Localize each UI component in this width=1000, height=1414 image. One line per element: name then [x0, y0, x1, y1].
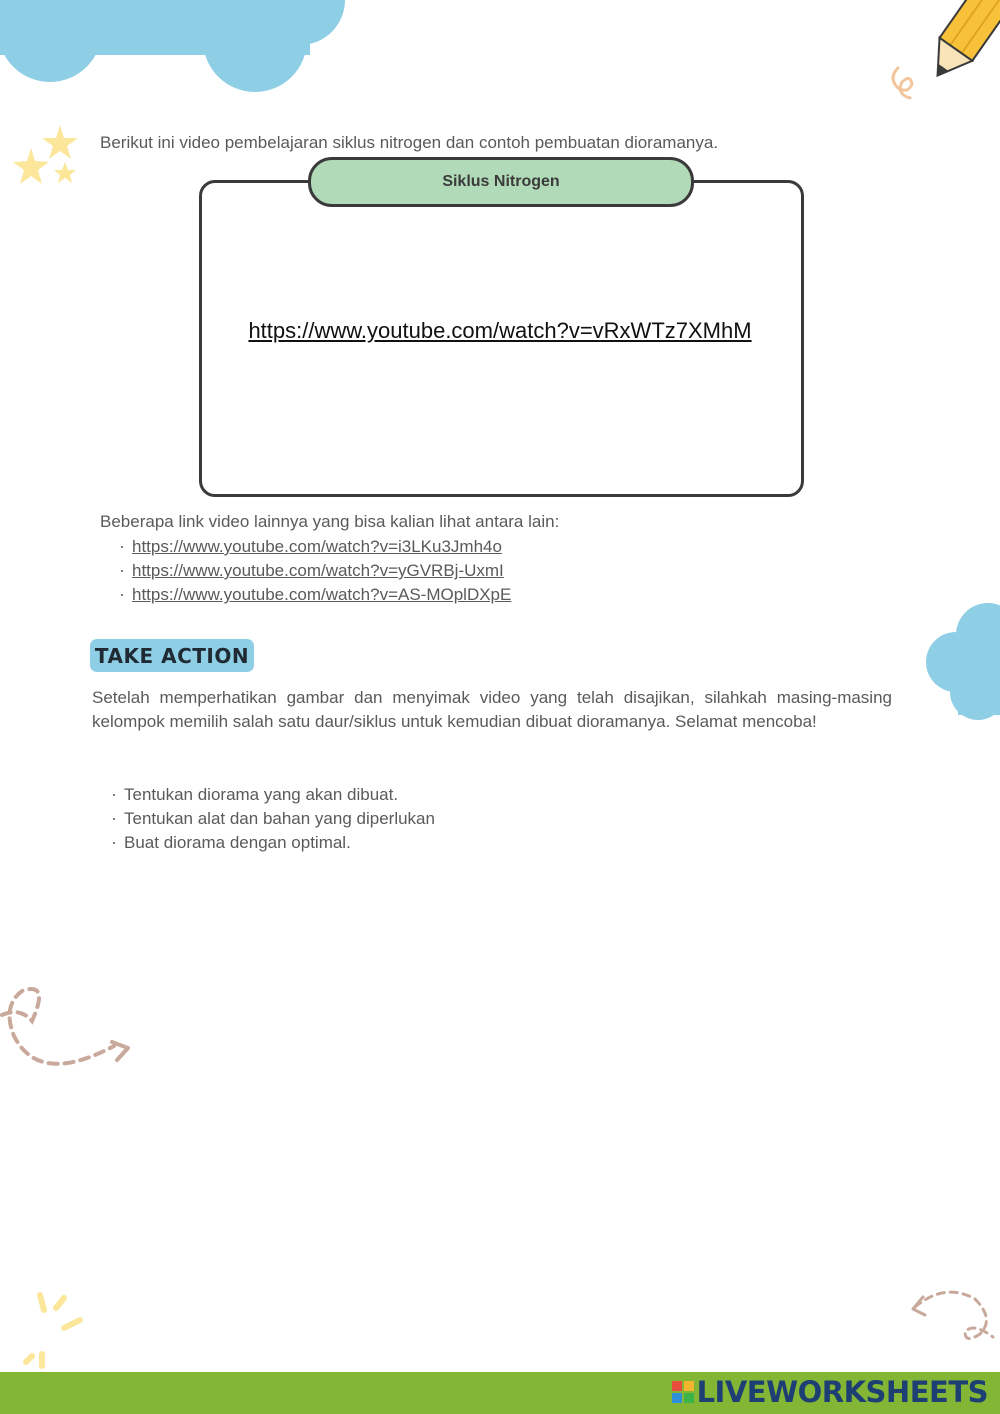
dashed-arrow-right-decoration [905, 1285, 1000, 1355]
dashed-arrow-left-decoration [0, 985, 140, 1085]
liveworksheets-brand[interactable] [672, 1374, 988, 1410]
liveworksheets-logo-icon [672, 1381, 694, 1403]
list-item [124, 807, 435, 831]
video-link-3[interactable]: https://www.youtube.com/watch?v=AS-MOplDXpE [132, 585, 512, 605]
cloud-right-decoration [918, 600, 1000, 725]
video-link-2[interactable]: https://www.youtube.com/watch?v=yGVRBj-UxmI [132, 561, 504, 581]
take-action-badge: TAKE ACTION [90, 639, 254, 672]
video-card-title: Siklus Nitrogen [308, 157, 694, 207]
video-links-list [100, 535, 511, 607]
more-videos-intro: Beberapa link video lainnya yang bisa kalian lihat antara lain: [100, 512, 560, 531]
step-text: Tentukan diorama yang akan dibuat. [124, 785, 399, 804]
intro-text: Berikut ini video pembelajaran siklus nitrogen dan contoh pembuatan dioramanya. [100, 133, 719, 152]
step-text: Tentukan alat dan bahan yang diperlukan [124, 809, 435, 829]
list-item [124, 783, 435, 807]
main-video-link[interactable]: https://www.youtube.com/watch?v=vRxWTz7XMhM [248, 318, 752, 343]
stars-decoration [5, 120, 85, 195]
list-item [132, 559, 511, 583]
video-link-1[interactable]: https://www.youtube.com/watch?v=i3LKu3Jmh4o [132, 537, 502, 556]
brand-name: LIVEWORKSHEETS [696, 1375, 988, 1409]
steps-list [92, 783, 435, 855]
list-item [132, 535, 511, 559]
pencil-decoration [880, 0, 1000, 105]
list-item [124, 831, 435, 855]
cloud-top-left-decoration [0, 0, 360, 100]
step-text: Buat diorama dengan optimal. [124, 833, 351, 853]
take-action-paragraph: Setelah memperhatikan gambar dan menyimak video yang telah disajikan, silahkah masing-masing kelompok memilih salah satu daur/siklus untuk kemudian dibuat dioramanya. Selamat mencoba! [92, 688, 892, 731]
list-item [132, 583, 511, 607]
sparkle-bottom-left-decoration [20, 1290, 90, 1370]
